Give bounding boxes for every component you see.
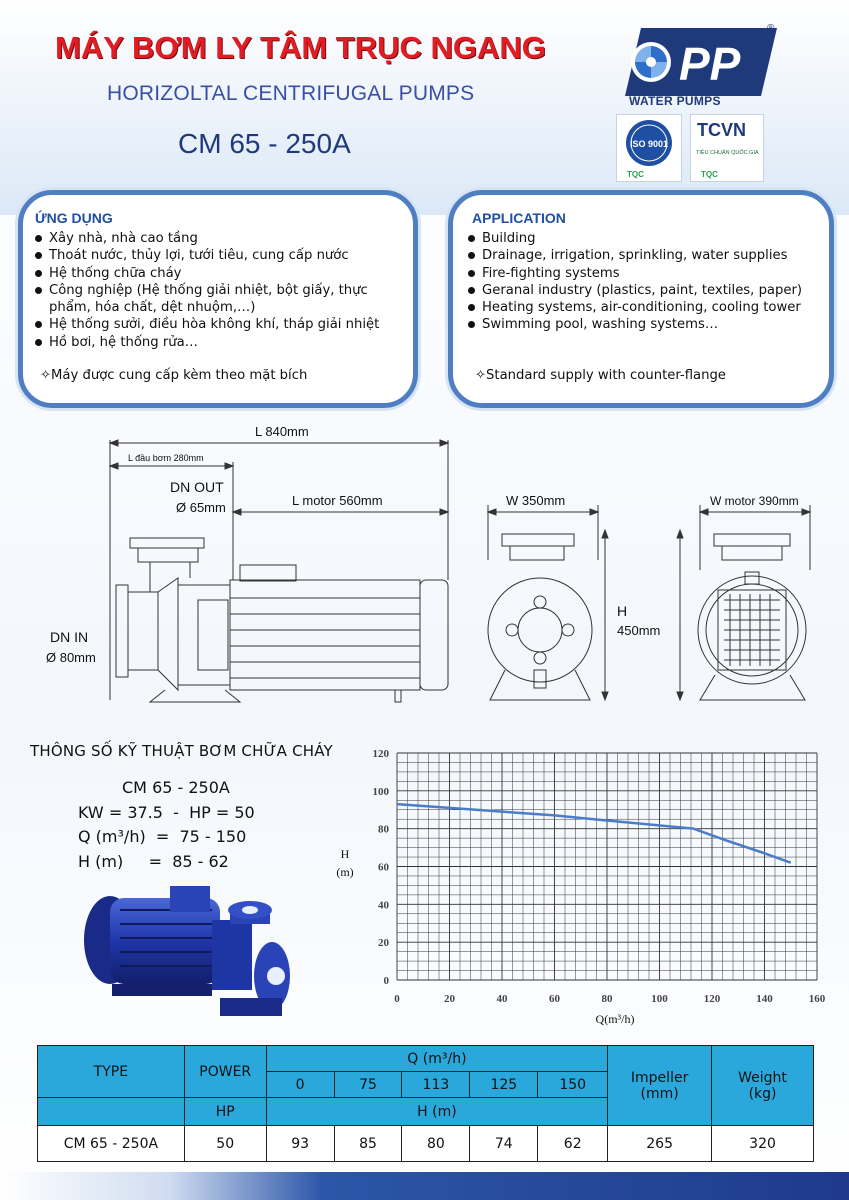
logo-tagline: WATER PUMPS [629,94,721,108]
y-tick-label: 60 [378,861,389,874]
dn-in-diameter: Ø 80mm [46,650,96,665]
list-item: Geranal industry (plastics, paint, textiles, paper) [468,282,824,299]
chart-x-label: Q(m³/h) [595,1012,635,1026]
row-h-value: 85 [334,1126,402,1162]
type-header-blank [38,1098,185,1126]
spec-flow: Q (m³/h) = 75 - 150 [78,827,247,846]
applications-en-heading: APPLICATION [472,210,566,226]
title-english: HORIZOLTAL CENTRIFUGAL PUMPS [107,82,475,105]
power-header: POWER [184,1046,266,1098]
q-value-cell: 113 [402,1072,470,1098]
model-title: CM 65 - 250A [178,128,351,159]
row-h-value: 74 [470,1126,538,1162]
row-h-value: 93 [266,1126,334,1162]
footer-band [0,1172,849,1200]
x-tick-label: 160 [808,993,826,1005]
tcvn-sublabel: TIÊU CHUẨN QUỐC GIA [696,150,759,156]
dn-out-label: DN OUT [170,479,224,495]
specs-title: THÔNG SỐ KỸ THUẬT BƠM CHỮA CHÁY [30,742,333,760]
iso-certificate [616,114,682,182]
list-item: Fire-fighting systems [468,265,824,282]
list-item: Công nghiệp (Hệ thống giải nhiệt, bột giấy, thực phẩm, hóa chất, dệt nhuộm,…) [35,282,407,317]
specs-block [78,776,255,874]
spec-table [37,1045,814,1162]
row-h-value: 80 [402,1126,470,1162]
chart-y-label-unit: (m) [336,865,354,879]
height-letter: H [617,603,628,619]
chart-x-ticks [394,993,826,1005]
applications-vi-heading: ỨNG DỤNG [35,210,113,226]
type-header: TYPE [38,1046,185,1098]
y-tick-label: 100 [372,785,389,798]
x-tick-label: 100 [651,993,668,1005]
motor-length-label: L motor 560mm [292,493,383,508]
y-tick-label: 20 [378,937,389,950]
row-h-value: 62 [538,1126,608,1162]
applications-vi-list [35,230,407,351]
width-label: W 350mm [506,493,566,508]
list-item: Hồ bơi, hệ thống rửa… [35,334,407,351]
x-tick-label: 20 [444,993,455,1005]
q-value-cell: 150 [538,1072,608,1098]
q-value-cell: 125 [470,1072,538,1098]
list-item: Heating systems, air-conditioning, cooling tower [468,299,824,316]
row-hp: 50 [184,1126,266,1162]
list-item: Hệ thống chữa cháy [35,265,407,282]
chart-series [397,804,791,863]
pump-head-length-label: L đầu bơm 280mm [128,453,204,463]
x-tick-label: 140 [756,993,773,1005]
spec-head: H (m) = 85 - 62 [78,851,229,871]
spec-power: KW = 37.5 - HP = 50 [78,802,255,822]
q-value-cell: 75 [334,1072,402,1098]
weight-header: Weight (kg) [712,1046,814,1126]
q-value-cell: 0 [266,1072,334,1098]
svg-text:TQC: TQC [701,170,718,179]
pump-photo-icon [72,880,312,1040]
x-tick-label: 40 [496,993,508,1005]
dn-in-label: DN IN [50,629,89,645]
registered-mark: ® [767,23,775,34]
dimension-drawing [0,415,849,715]
height-value: 450mm [617,623,661,638]
list-item: Building [468,230,824,247]
y-tick-label: 40 [378,899,389,912]
list-item: Hệ thống sưởi, điều hòa không khí, tháp giải nhiệt [35,316,407,333]
list-item: Drainage, irrigation, sprinkling, water supplies [468,247,824,264]
row-type: CM 65 - 250A [38,1126,185,1162]
flange-note-en: ✧Standard supply with counter-flange [475,368,726,383]
dn-out-diameter: Ø 65mm [176,500,226,515]
x-tick-label: 60 [549,993,560,1005]
motor-width-label: W motor 390mm [710,494,799,508]
x-tick-label: 120 [703,993,721,1005]
list-item: Swimming pool, washing systems… [468,316,824,333]
h-header: H (m) [266,1098,608,1126]
title-vietnamese: MÁY BƠM LY TÂM TRỤC NGANG [55,30,546,65]
hp-header: HP [184,1098,266,1126]
chart-y-ticks [373,748,390,987]
tcvn-label: TCVN [697,120,746,140]
list-item: Thoát nước, thủy lợi, tưới tiêu, cung cấp nước [35,247,407,264]
x-tick-label: 0 [394,993,400,1005]
iso-seal-icon [617,115,681,181]
flange-note-vi: ✧Máy được cung cấp kèm theo mặt bích [40,368,308,383]
x-tick-label: 80 [601,993,613,1005]
logo-letters: PP [679,38,741,90]
list-item: Xây nhà, nhà cao tầng [35,230,407,247]
row-weight: 320 [712,1126,814,1162]
spec-model: CM 65 - 250A [122,778,230,797]
y-tick-label: 80 [378,823,389,836]
q-header: Q (m³/h) [266,1046,608,1072]
row-impeller: 265 [608,1126,712,1162]
total-length-label: L 840mm [255,424,309,439]
applications-en-list [468,230,824,334]
svg-text:ISO 9001: ISO 9001 [629,139,669,149]
chart-grid [397,753,817,980]
y-tick-label: 0 [383,975,389,987]
performance-curve [397,804,791,863]
chart-y-label: H [340,847,350,861]
y-tick-label: 120 [372,748,389,760]
performance-chart [330,740,830,1040]
impeller-header: Impeller (mm) [608,1046,712,1126]
table-row [38,1126,814,1162]
svg-text:TQC: TQC [627,170,644,179]
